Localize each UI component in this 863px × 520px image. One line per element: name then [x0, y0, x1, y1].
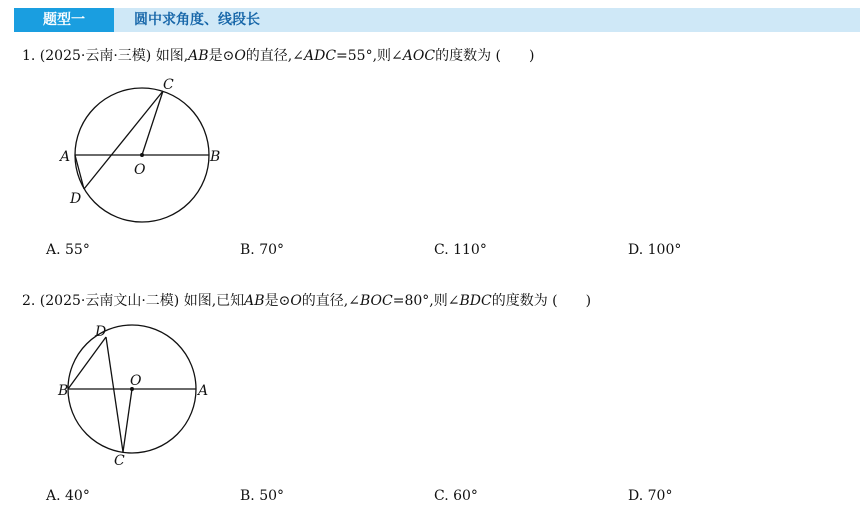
- q2-o: O: [290, 293, 302, 309]
- q2-prefix: 2. (2025·云南文山·二模) 如图,已知: [22, 293, 245, 309]
- q2-label-a: A: [198, 383, 209, 399]
- q2-mid1: 是⊙: [264, 293, 291, 309]
- q1-mid2: 的直径,∠: [245, 48, 304, 64]
- q1-ab: AB: [188, 48, 209, 64]
- q1-option-c[interactable]: C. 110°: [434, 242, 487, 258]
- q1-mid1: 是⊙: [208, 48, 235, 64]
- q2-radius-oc: [123, 389, 132, 452]
- q1-option-d[interactable]: D. 100°: [628, 242, 682, 258]
- q2-option-a[interactable]: A. 40°: [46, 488, 90, 504]
- q1-option-a[interactable]: A. 55°: [46, 242, 90, 258]
- q2-mid3: =80°,则∠: [392, 293, 460, 309]
- q1-o: O: [234, 48, 246, 64]
- q1-label-d: D: [70, 191, 82, 207]
- section-tag: 题型一: [14, 8, 114, 32]
- q1-label-c: C: [163, 77, 174, 93]
- q1-post: 的度数为 ( ): [435, 48, 535, 64]
- q1-label-o: O: [134, 162, 146, 178]
- q1-label-a: A: [60, 149, 71, 165]
- q1-center-dot: [140, 153, 144, 157]
- q2-label-b: B: [58, 383, 69, 399]
- q1-prefix: 1. (2025·云南·三模) 如图,: [22, 48, 189, 64]
- q1-option-b[interactable]: B. 70°: [240, 242, 285, 258]
- q1-label-b: B: [210, 149, 221, 165]
- q2-post: 的度数为 ( ): [491, 293, 592, 309]
- q2-mid2: 的直径,∠: [301, 293, 360, 309]
- q2-label-o: O: [130, 373, 142, 389]
- q2-bdc: BDC: [459, 293, 492, 309]
- section-title: 圆中求角度、线段长: [134, 12, 260, 28]
- q2-chord-dc: [106, 337, 123, 452]
- q1-mid3: =55°,则∠: [336, 48, 403, 64]
- q2-option-c[interactable]: C. 60°: [434, 488, 478, 504]
- q2-option-b[interactable]: B. 50°: [240, 488, 285, 504]
- q2-label-c: C: [114, 453, 125, 469]
- q1-aoc: AOC: [402, 48, 436, 64]
- q1-radius-oc: [142, 91, 163, 155]
- q2-boc: BOC: [359, 293, 393, 309]
- q1-adc: ADC: [303, 48, 337, 64]
- q2-option-d[interactable]: D. 70°: [628, 488, 673, 504]
- question-2-text: [22, 290, 591, 310]
- q1-chord-ad: [75, 155, 84, 189]
- q2-ab: AB: [244, 293, 265, 309]
- q2-label-d: D: [95, 324, 107, 340]
